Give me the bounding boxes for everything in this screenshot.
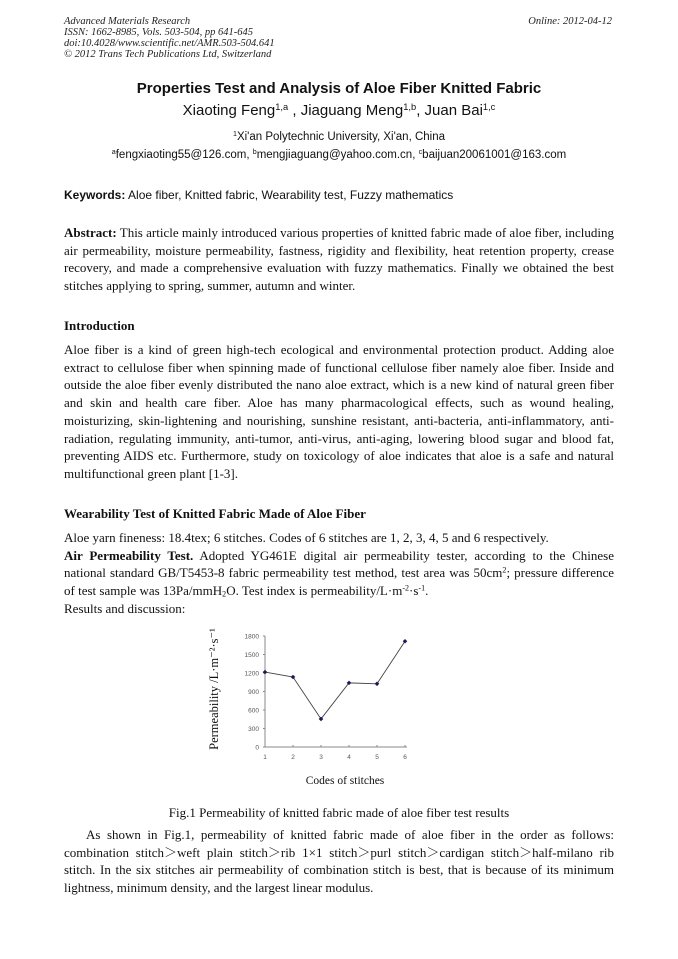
results-line: Results and discussion: xyxy=(64,600,186,616)
issn-line: ISSN: 1662-8985, Vols. 503-504, pp 641-645 xyxy=(64,27,253,38)
author-name: Juan Bai xyxy=(424,102,483,119)
figure-caption: Fig.1 Permeability of knitted fabric made of aloe fiber test results xyxy=(168,805,510,820)
yarn-line: Aloe yarn fineness: 18.4tex; 6 stitches. Codes of 6 stitches are 1, 2, 3, 4, 5 and 6 respectively. xyxy=(64,530,549,545)
email-link[interactable]: mengjiaguang@yahoo.com.cn xyxy=(256,149,413,161)
author-list: Xiaoting Feng$^{1,a}$ , Jiaguang Meng$^{1,b}$, Juan Bai$^{1,c}$ xyxy=(182,101,496,119)
chart-y-axis-label: Permeability /L·m⁻²·s⁻¹ xyxy=(207,628,221,750)
y-tick-label: 0 xyxy=(255,744,259,752)
section-heading-introduction: Introduction xyxy=(64,318,135,333)
abstract-text: This article mainly introduced various properties of knitted fabric made of aloe fiber, including air permeability, moisture permeability, fastness, rigidity and flexibility, heat retention property, crease recovery, and made a comprehensive evaluation with fuzzy mathematics. Finally we obtained the best stitches applying to spring, summer, autumn and winter. xyxy=(64,225,614,294)
y-tick-label: 1500 xyxy=(244,652,259,659)
data-point-marker xyxy=(375,681,380,686)
x-tick-label: 2 xyxy=(291,754,295,761)
author-sup: 1,b xyxy=(403,101,417,112)
air-permeability-paragraph: Air Permeability Test. Adopted YG461E digital air permeability tester, according to the Chinese national standard GB/T5453-8 fabric permeability test method, test area was $50cm^2$; pressure difference of test sample was 13Pa/mmH$_2$O. Test index is permeability/$L\cdot m^{-2}\cdot s^{-1}$. xyxy=(64,547,615,599)
chart-series xyxy=(263,639,408,721)
author-sup: 1,c xyxy=(482,101,496,112)
affiliation: $^1$Xi'an Polytechnic University, Xi'an, China xyxy=(232,130,446,143)
copyright-line: © 2012 Trans Tech Publications Ltd, Switzerland xyxy=(64,49,272,60)
abstract-label: Abstract: xyxy=(64,225,117,240)
x-tick-label: 1 xyxy=(263,754,267,761)
email-link[interactable]: fengxiaoting55@126.com xyxy=(115,149,247,161)
keywords xyxy=(64,188,614,202)
y-tick-label: 600 xyxy=(248,707,259,715)
section-heading-wearability: Wearability Test of Knitted Fabric Made of Aloe Fiber xyxy=(64,506,366,521)
discussion-text: As shown in Fig.1, permeability of knitted fabric made of aloe fiber in the order as follows: combination stitch＞weft plain stitch＞rib 1×1 stitch＞purl stitch＞cardigan stitch＞half-milano rib stitch. In the six stitches air permeability of combination stitch is best, that is because of its minimum lightness, minimum density, and the largest linear modulus. xyxy=(64,827,614,896)
data-point-marker xyxy=(403,639,408,644)
air-permeability-label: Air Permeability Test. xyxy=(64,547,194,563)
introduction-text: Aloe fiber is a kind of green high-tech ecological and environmental protection product. Adding aloe extract to cellulose fiber when spinning made of functional cellulose fiber namely aloe fiber. Inside and outside the aloe fiber evenly distributed the nano aloe extract, which is a new kind of natural green fiber and skin and health care fiber. Aloe has many pharmacological effects, such as wound healing, moisturizing, skin-lightening and nourishing, sunshine resistant, anti-bacteria, anti-inflammatory, anti-radiation, regulating immunity, anti-tumor, anti-virus, anti-aging, lowering blood sugar and blood fat, preventing AIDS etc. Furthermore, study on toxicology of aloe indicates that aloe is a safe and natural multifunctional green plant [1-3]. xyxy=(64,342,614,481)
keywords-text: Aloe fiber, Knitted fabric, Wearability test, Fuzzy mathematics xyxy=(128,188,454,202)
author-name: Jiaguang Meng xyxy=(300,102,404,119)
y-tick-label: 1200 xyxy=(244,670,259,678)
doi-line: doi:10.4028/www.scientific.net/AMR.503-504.641 xyxy=(64,38,275,49)
chart-x-axis-label: Codes of stitches xyxy=(305,775,385,787)
y-tick-label: 900 xyxy=(248,689,259,696)
y-tick-label: 1800 xyxy=(244,633,259,641)
x-tick-label: 4 xyxy=(347,754,351,761)
chart-axes xyxy=(245,634,408,762)
journal-header xyxy=(64,16,275,60)
x-tick-label: 3 xyxy=(319,754,323,761)
email-list: $^a$fengxiaoting55@126.com, $^b$mengjiaguang@yahoo.com.cn, $^c$baijuan20061001@163.com xyxy=(111,148,567,161)
wearability-text xyxy=(64,529,614,618)
permeability-line-chart xyxy=(200,628,420,788)
author-name: Xiaoting Feng xyxy=(182,102,276,119)
paper-title: Properties Test and Analysis of Aloe Fiber Knitted Fabric xyxy=(136,80,542,97)
series-line xyxy=(265,641,405,719)
email-link[interactable]: baijuan20061001@163.com xyxy=(422,149,567,161)
data-point-marker xyxy=(263,670,268,675)
online-date: Online: 2012-04-12 xyxy=(528,16,612,27)
abstract xyxy=(64,224,614,295)
author-sup: 1,a xyxy=(275,101,289,112)
x-tick-label: 5 xyxy=(375,754,379,761)
keywords-label: Keywords: xyxy=(64,188,126,202)
y-tick-label: 300 xyxy=(248,726,259,733)
x-tick-label: 6 xyxy=(403,754,407,761)
journal-name: Advanced Materials Research xyxy=(64,16,191,27)
